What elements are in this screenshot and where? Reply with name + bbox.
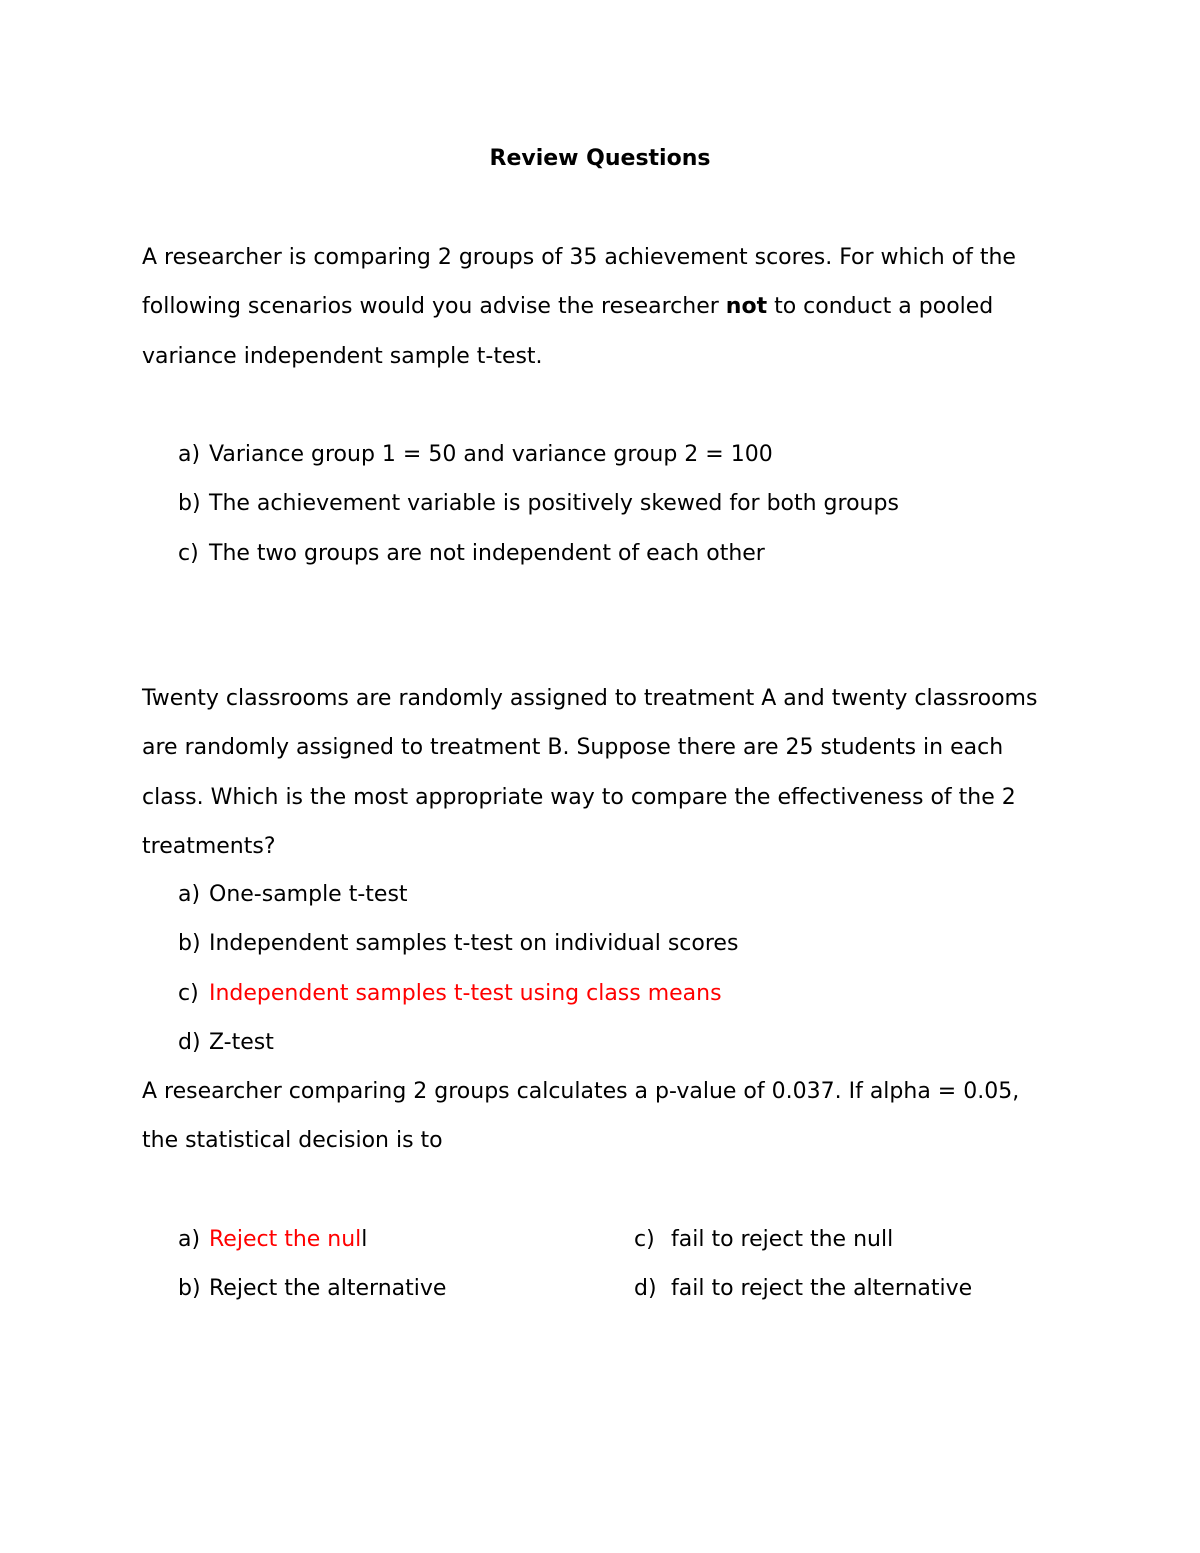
option-label: a)	[178, 442, 201, 467]
option-text: fail to reject the alternative	[671, 1276, 973, 1302]
option-label: a)	[178, 882, 201, 907]
option-label: c)	[178, 540, 199, 566]
question-3-option-b	[178, 1264, 446, 1313]
question-1-emphasis: not	[725, 294, 768, 320]
question-3-option-c	[634, 1215, 972, 1264]
option-text-rest: l	[361, 1227, 368, 1252]
question-3-option-d	[634, 1264, 972, 1313]
option-label: b)	[178, 931, 201, 957]
page-title: Review Questions	[489, 146, 711, 171]
question-1-options	[178, 430, 899, 578]
question-2-option-a	[178, 870, 738, 919]
option-text: The two groups are not independent of each other	[209, 540, 765, 566]
question-1-text-before: A researcher is comparing 2 groups of 35 achievement scores. For which of the following scenarios would you advise the researcher	[142, 245, 1016, 320]
question-2-option-c	[178, 969, 738, 1018]
option-label: b)	[178, 1276, 201, 1302]
option-text: The achievement variable is positively skewed for both groups	[209, 491, 899, 517]
question-1-option-a	[178, 430, 899, 479]
option-text: Z-test	[209, 1029, 274, 1055]
option-label: d)	[634, 1276, 657, 1302]
question-2-text: Twenty classrooms are randomly assigned to treatment A and twenty classrooms are randomly assigned to treatment B. Suppose there are 25 students in each class. Which is the most appropriate way to compare the effectiveness of the 2 treatments?	[142, 686, 1038, 859]
option-label: b)	[178, 491, 201, 517]
option-text: Reject the alternative	[209, 1276, 447, 1302]
option-text: Variance group 1 = 50 and variance group 2 = 100	[209, 442, 773, 467]
option-label: a)	[178, 1227, 201, 1252]
option-label: c)	[178, 980, 199, 1006]
question-1-option-c	[178, 529, 899, 578]
option-text-correct: Independent samples t-test using class means	[209, 980, 722, 1006]
option-text: Independent samples t-test on individual scores	[209, 931, 739, 957]
question-2-option-d	[178, 1018, 738, 1067]
option-text: fail to reject the null	[671, 1227, 894, 1252]
option-text-correct: Reject the nul	[209, 1227, 362, 1252]
question-2-options	[178, 870, 738, 1067]
option-label: c)	[634, 1227, 655, 1252]
question-1-text-after: to conduct a pooled variance independent sample t-test.	[142, 294, 994, 369]
option-label: d)	[178, 1029, 201, 1055]
question-3-options-right	[634, 1215, 972, 1314]
question-3-text: A researcher comparing 2 groups calculates a p-value of 0.037. If alpha = 0.05, the statistical decision is to	[142, 1079, 1020, 1154]
question-1-option-b	[178, 479, 899, 528]
question-2-option-b	[178, 919, 738, 968]
question-3-options-left	[178, 1215, 446, 1314]
question-3-option-a	[178, 1215, 446, 1264]
option-text: One-sample t-test	[209, 882, 408, 907]
question-1-text	[142, 233, 1042, 381]
